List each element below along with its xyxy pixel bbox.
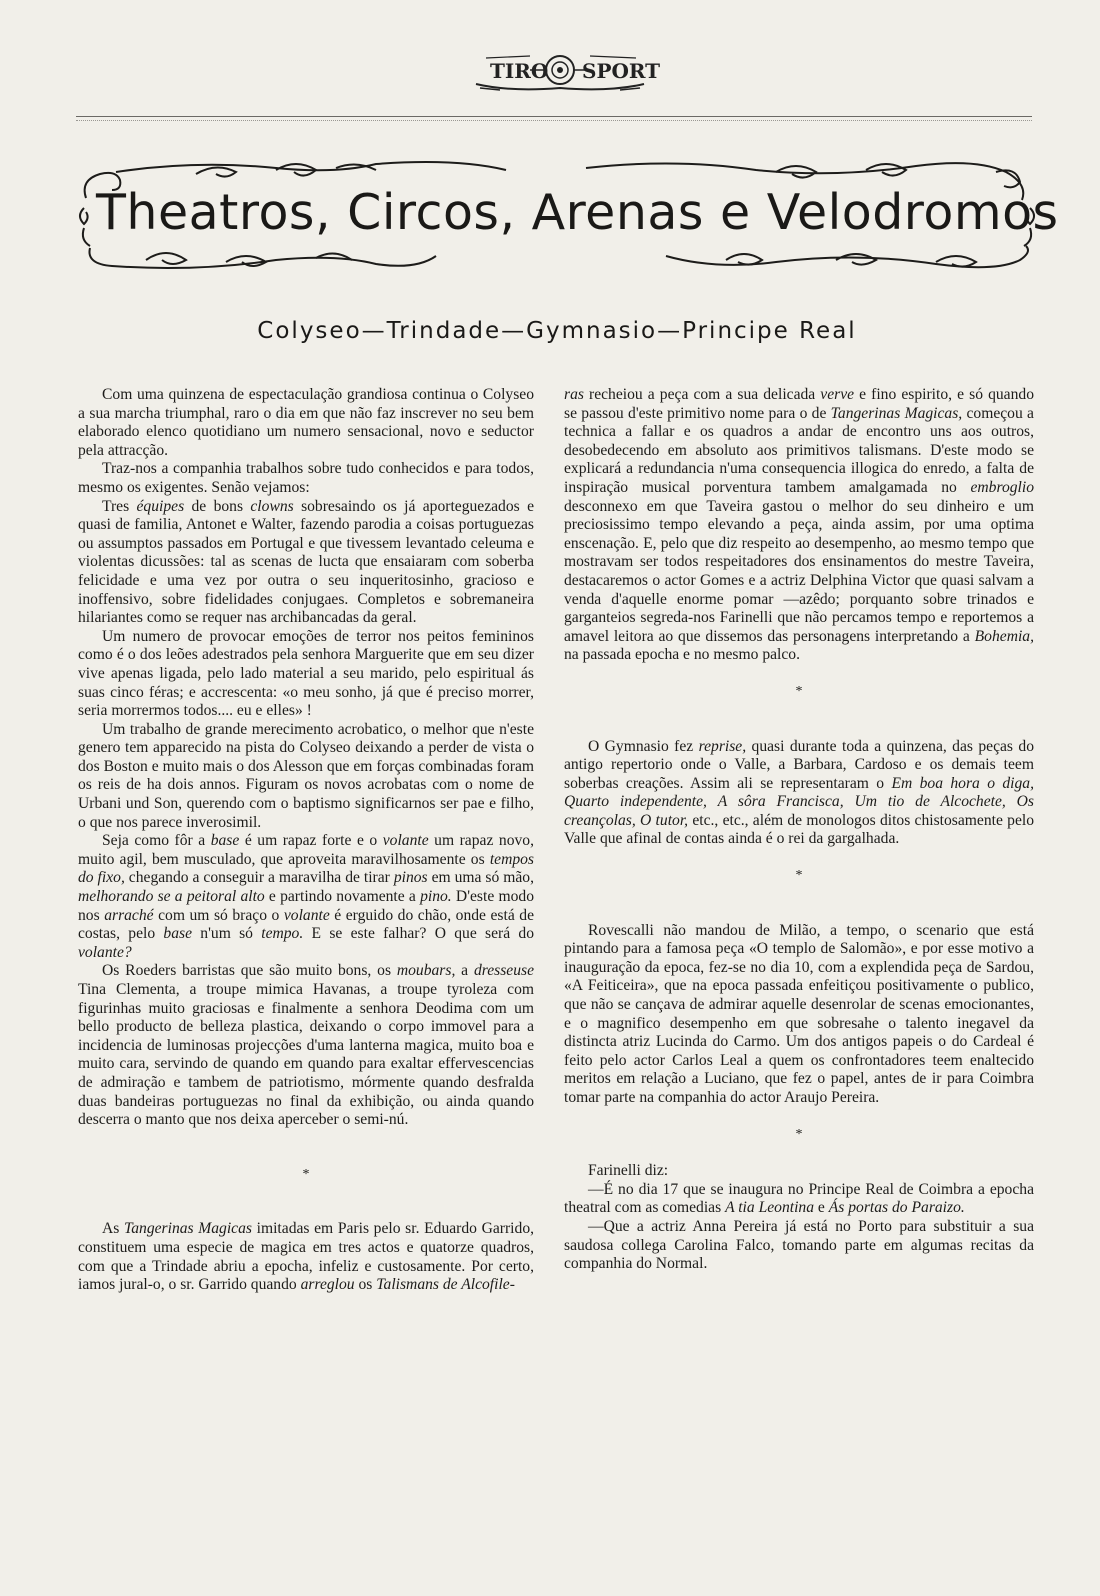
- header-rule: [76, 116, 1032, 117]
- left-column: [78, 386, 534, 1295]
- paragraph: —Que a actriz Anna Pereira já está no Porto para substituir a sua saudosa collega Carolina Falco, tomando parte em algumas recitas da companhia do Normal.: [564, 1217, 1034, 1273]
- section-separator: *: [302, 1166, 310, 1182]
- section-separator: *: [795, 683, 803, 699]
- paragraph: Tres équipes de bons clowns sobresaindo os já aporteguezados e quasi de familia, Antonet e Walter, fazendo parodia a coisas portuguezas ou assumptos passados em Portugal e que tivessem levantado celeuma e violentas dicussões: tal as scenas de lucta que ensaiaram com soberba felicidade e uma vez por outra o seu inqueritosinho, gracioso e inoffensivo, sobre fidelidades conjugaes. Completos e sobremaneira hilariantes como se requer nas archibancadas da geral.: [78, 497, 534, 627]
- paragraph: Farinelli diz:: [588, 1162, 669, 1180]
- page-title: Theatros, Circos, Arenas e Velodromos: [96, 184, 1059, 241]
- section-separator: *: [795, 1126, 803, 1142]
- paragraph: ras recheiou a peça com a sua delicada verve e fino espirito, e só quando se passou d'este primitivo nome para o de Tangerinas Magicas, começou a technica a fallar e os quadros a andar de encontro uns aos outros, desobedecendo em absoluto aos primitivos talismans. D'este modo se explicará a redundancia n'uma consequencia illogica do enredo, a falta de inspiração musical porventura tambem amalgamada no embroglio desconnexo em que Taveira gastou o melhor do seu dinheiro e um preciosissimo tempo elevando a peça, ainda assim, por uma optima enscenação. E, pelo que diz respeito ao desempenho, ao mesmo tempo que mostravam ser todos respeitadores dos ensinamentos do mestre Taveira, destacaremos o actor Gomes e a actriz Delphina Victor que quasi salvam a venda d'aquelle enorme pomar —azêdo; porquanto sobre trinados e garganteios segreda-nos Farinelli que não percamos tempo e reportemos a amavel leitora ao que dissemos das personagens interpretando a Bohemia, na passada epocha e no mesmo palco.: [564, 386, 1034, 664]
- paragraph: Um trabalho de grande merecimento acrobatico, o melhor que n'este genero tem apparecido na pista do Colyseo deixando a perder de vista o dos Boston e muito mais o dos Alesson que em forças combinadas foram os reis de ha dois annos. Figuram os novos acrobatas com o nome de Urbani und Son, querendo com o baptismo significarnos ser pae e filho, o que nos parece inverosimil.: [78, 720, 534, 831]
- section-separator: *: [795, 868, 803, 884]
- paragraph: Com uma quinzena de espectaculação grandiosa continua o Colyseo a sua marcha triumphal, raro o dia em que não faz inscrever no seu bem elaborado elenco quotidiano um numero sensacional, novo e seductor pela attracção.: [78, 386, 534, 459]
- paragraph: Traz-nos a companhia trabalhos sobre tudo conhecidos e para todos, mesmo os exigentes. Senão vejamos:: [78, 460, 534, 496]
- header-rule-dotted: [76, 120, 1032, 121]
- right-column: [564, 386, 1034, 1274]
- paragraph: Um numero de provocar emoções de terror nos peitos femininos como é o dos leões adestrados pela senhora Marguerite que em seu dizer vive apenas ligada, pelo lado material a seu marido, pelo espiritual ás suas cinco féras; e accrescenta: «o meu sonho, já que é preciso morrer, seria morrermos todos.... eu e elles» !: [78, 627, 534, 720]
- page-subtitle: Colyseo—Trindade—Gymnasio—Principe Real: [257, 318, 857, 344]
- svg-text:SPORT: SPORT: [582, 59, 661, 83]
- masthead-logo: [470, 48, 661, 96]
- paragraph: Seja como fôr a base é um rapaz forte e o volante um rapaz novo, muito agil, bem musculado, que aproveita maravilhosamente os tempos do fixo, chegando a conseguir a maravilha de tirar pinos em uma só mão, melhorando se a peitoral alto e partindo novamente a pino. D'este modo nos arraché com um só braço o volante é erguido do chão, onde está de costas, pelo base n'um só tempo. E se este falhar? O que será do volante?: [78, 832, 535, 961]
- paragraph: O Gymnasio fez reprise, quasi durante toda a quinzena, das peças do antigo repertorio onde o Valle, a Barbara, Cardoso e os demais teem soberbas creações. Assim ali se representaram o Em boa hora o diga, Quarto independente, A sôra Francisca, Um tio de Alcochete, Os creançolas, O tutor, etc., etc., além de monologos ditos chistosamente pelo Valle que afinal de contas ainda é o rei da gargalhada.: [564, 737, 1035, 848]
- paragraph: —É no dia 17 que se inaugura no Principe Real de Coimbra a epocha theatral com as comedias A tia Leontina e Ás portas do Paraizo.: [564, 1180, 1034, 1217]
- paragraph: As Tangerinas Magicas imitadas em Paris pelo sr. Eduardo Garrido, constituem uma especie de magica em tres actos e quatorze quadros, com que a Trindade abriu a epocha, infeliz e custosamente. Por certo, iamos jural-o, o sr. Garrido quando arreglou os Talismans de Alcofile-: [78, 1220, 535, 1294]
- paragraph: Os Roeders barristas que são muito bons, os moubars, a dresseuse Tina Clementa, a troupe mimica Havanas, a troupe tyroleza com figurinhas muito graciosas e finalmente a senhora Deodima com um bello producto de belleza plastica, deixando o corpo immovel para a incidencia de luminosas projecções d'uma lanterna magica, muito boa e muito cara, servindo de quando em quando para exaltar effervescencias de admiração e tambem de patriotismo, mórmente quando desfralda duas bandeiras portuguezas no final da exhibição, ou ainda quando descerra o manto que nos deixa aperceber o semi-nú.: [78, 962, 534, 1129]
- title-banner: [76, 160, 1059, 280]
- svg-text:TIRO: TIRO: [490, 59, 549, 83]
- paragraph: Rovescalli não mandou de Milão, a tempo, o scenario que está pintando para a famosa peça «O templo de Salomão», e por esse motivo a inauguração da epoca, fez-se no dia 10, com a explendida peça de Sardou, «A Feiticeira», que na epoca passada enfeitiçou positivamente o publico, que não se cançava de admirar aquelle desenrolar de scenas emocionantes, e o magnifico desempenho em que sobresahe o talento inegavel da distincta atriz Lucinda do Carmo. Um dos antigos papeis o do Cardeal é feito pelo actor Carlos Leal a quem os confrontadores teem enaltecido meritos em relação a Luciano, que fez o papel, antes de ir para Coimbra tomar parte na companhia do actor Araujo Pereira.: [564, 921, 1034, 1106]
